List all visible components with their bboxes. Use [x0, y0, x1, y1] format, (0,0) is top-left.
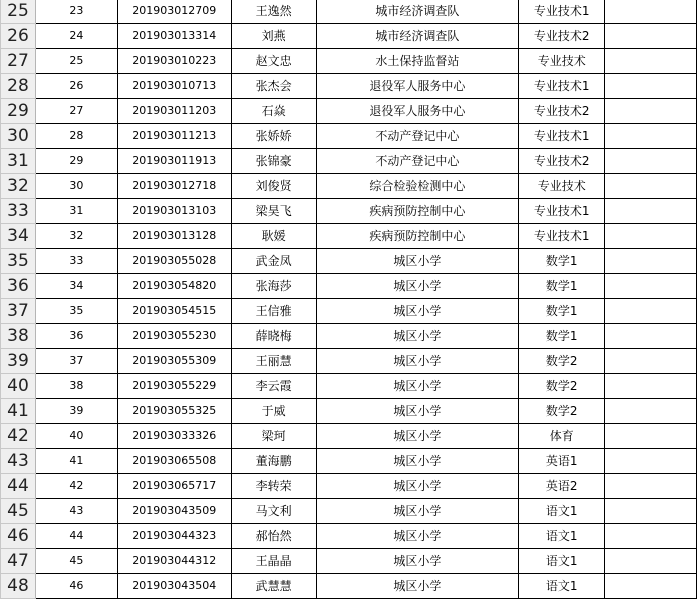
- cell-exam-id[interactable]: 201903011913: [117, 149, 231, 174]
- cell-exam-id[interactable]: 201903065717: [117, 474, 231, 499]
- cell-empty[interactable]: [605, 449, 697, 474]
- cell-empty[interactable]: [605, 299, 697, 324]
- row-header[interactable]: 44: [1, 474, 36, 499]
- cell-unit[interactable]: 城区小学: [316, 324, 519, 349]
- cell-exam-id[interactable]: 201903013128: [117, 224, 231, 249]
- cell-exam-id[interactable]: 201903044323: [117, 524, 231, 549]
- cell-seq[interactable]: 31: [35, 199, 117, 224]
- cell-exam-id[interactable]: 201903010713: [117, 74, 231, 99]
- cell-exam-id[interactable]: 201903033326: [117, 424, 231, 449]
- table-row: [1, 249, 697, 274]
- table-row: [1, 274, 697, 299]
- cell-name[interactable]: 王丽慧: [231, 349, 316, 374]
- cell-seq[interactable]: 44: [35, 524, 117, 549]
- cell-empty[interactable]: [605, 24, 697, 49]
- table-row: [1, 449, 697, 474]
- cell-post[interactable]: 专业技术1: [519, 224, 605, 249]
- cell-post[interactable]: 专业技术1: [519, 0, 605, 24]
- cell-exam-id[interactable]: 201903043509: [117, 499, 231, 524]
- cell-empty[interactable]: [605, 124, 697, 149]
- cell-exam-id[interactable]: 201903012718: [117, 174, 231, 199]
- cell-post[interactable]: 专业技术2: [519, 149, 605, 174]
- cell-unit[interactable]: 水土保持监督站: [316, 49, 519, 74]
- cell-empty[interactable]: [605, 349, 697, 374]
- cell-seq[interactable]: 27: [35, 99, 117, 124]
- cell-name[interactable]: 王逸然: [231, 0, 316, 24]
- row-header[interactable]: 26: [1, 24, 36, 49]
- cell-seq[interactable]: 24: [35, 24, 117, 49]
- table-row: [1, 399, 697, 424]
- cell-unit[interactable]: 综合检验检测中心: [316, 174, 519, 199]
- cell-seq[interactable]: 26: [35, 74, 117, 99]
- cell-post[interactable]: 专业技术1: [519, 74, 605, 99]
- cell-empty[interactable]: [605, 149, 697, 174]
- cell-seq[interactable]: 39: [35, 399, 117, 424]
- cell-seq[interactable]: 43: [35, 499, 117, 524]
- row-header[interactable]: 48: [1, 574, 36, 599]
- cell-seq[interactable]: 37: [35, 349, 117, 374]
- cell-exam-id[interactable]: 201903013103: [117, 199, 231, 224]
- cell-exam-id[interactable]: 201903011213: [117, 124, 231, 149]
- cell-seq[interactable]: 40: [35, 424, 117, 449]
- row-header[interactable]: 41: [1, 399, 36, 424]
- cell-name[interactable]: 于威: [231, 399, 316, 424]
- cell-name[interactable]: 石焱: [231, 99, 316, 124]
- table-row: [1, 199, 697, 224]
- cell-seq[interactable]: 25: [35, 49, 117, 74]
- cell-empty[interactable]: [605, 499, 697, 524]
- table-row: [1, 24, 697, 49]
- cell-unit[interactable]: 城区小学: [316, 574, 519, 599]
- row-header[interactable]: 45: [1, 499, 36, 524]
- cell-exam-id[interactable]: 201903013314: [117, 24, 231, 49]
- cell-seq[interactable]: 36: [35, 324, 117, 349]
- cell-seq[interactable]: 23: [35, 0, 117, 24]
- cell-empty[interactable]: [605, 199, 697, 224]
- cell-unit[interactable]: 城区小学: [316, 299, 519, 324]
- cell-name[interactable]: 梁昊飞: [231, 199, 316, 224]
- cell-name[interactable]: 张锦豪: [231, 149, 316, 174]
- cell-name[interactable]: 赵文忠: [231, 49, 316, 74]
- cell-empty[interactable]: [605, 49, 697, 74]
- cell-post[interactable]: 语文1: [519, 499, 605, 524]
- cell-seq[interactable]: 29: [35, 149, 117, 174]
- cell-post[interactable]: 数学1: [519, 324, 605, 349]
- cell-unit[interactable]: 不动产登记中心: [316, 149, 519, 174]
- row-header[interactable]: 47: [1, 549, 36, 574]
- cell-post[interactable]: 数学1: [519, 249, 605, 274]
- table-row: [1, 349, 697, 374]
- cell-unit[interactable]: 城区小学: [316, 499, 519, 524]
- cell-name[interactable]: 张娇娇: [231, 124, 316, 149]
- cell-empty[interactable]: [605, 474, 697, 499]
- cell-empty[interactable]: [605, 324, 697, 349]
- cell-exam-id[interactable]: 201903012709: [117, 0, 231, 24]
- cell-empty[interactable]: [605, 424, 697, 449]
- cell-name[interactable]: 李云霞: [231, 374, 316, 399]
- cell-post[interactable]: 专业技术2: [519, 99, 605, 124]
- cell-name[interactable]: 郝怡然: [231, 524, 316, 549]
- table-row: [1, 224, 697, 249]
- cell-unit[interactable]: 城区小学: [316, 349, 519, 374]
- row-header[interactable]: 30: [1, 124, 36, 149]
- cell-empty[interactable]: [605, 374, 697, 399]
- cell-exam-id[interactable]: 201903054820: [117, 274, 231, 299]
- row-header[interactable]: 42: [1, 424, 36, 449]
- cell-unit[interactable]: 不动产登记中心: [316, 124, 519, 149]
- cell-unit[interactable]: 城区小学: [316, 474, 519, 499]
- cell-name[interactable]: 董海鹏: [231, 449, 316, 474]
- row-header[interactable]: 36: [1, 274, 36, 299]
- cell-seq[interactable]: 34: [35, 274, 117, 299]
- table-row: [1, 299, 697, 324]
- row-header[interactable]: 39: [1, 349, 36, 374]
- row-header[interactable]: 28: [1, 74, 36, 99]
- cell-unit[interactable]: 退役军人服务中心: [316, 74, 519, 99]
- cell-empty[interactable]: [605, 0, 697, 24]
- cell-seq[interactable]: 38: [35, 374, 117, 399]
- cell-name[interactable]: 李转荣: [231, 474, 316, 499]
- cell-name[interactable]: 马文利: [231, 499, 316, 524]
- cell-unit[interactable]: 疾病预防控制中心: [316, 199, 519, 224]
- cell-name[interactable]: 薛晓梅: [231, 324, 316, 349]
- table-row: [1, 499, 697, 524]
- table-row: [1, 374, 697, 399]
- table-row: [1, 474, 697, 499]
- cell-unit[interactable]: 城区小学: [316, 399, 519, 424]
- cell-post[interactable]: 专业技术: [519, 174, 605, 199]
- cell-unit[interactable]: 城区小学: [316, 524, 519, 549]
- cell-post[interactable]: 数学2: [519, 374, 605, 399]
- cell-post[interactable]: 数学1: [519, 299, 605, 324]
- cell-name[interactable]: 武金凤: [231, 249, 316, 274]
- cell-unit[interactable]: 城区小学: [316, 374, 519, 399]
- row-header[interactable]: 35: [1, 249, 36, 274]
- table-row: [1, 99, 697, 124]
- cell-name[interactable]: 王晶晶: [231, 549, 316, 574]
- cell-post[interactable]: 专业技术: [519, 49, 605, 74]
- row-header[interactable]: 33: [1, 199, 36, 224]
- cell-unit[interactable]: 城区小学: [316, 449, 519, 474]
- row-header[interactable]: 34: [1, 224, 36, 249]
- cell-seq[interactable]: 35: [35, 299, 117, 324]
- table-row: [1, 424, 697, 449]
- cell-exam-id[interactable]: 201903055229: [117, 374, 231, 399]
- cell-seq[interactable]: 42: [35, 474, 117, 499]
- row-header[interactable]: 43: [1, 449, 36, 474]
- cell-name[interactable]: 王信雅: [231, 299, 316, 324]
- table-row: [1, 324, 697, 349]
- cell-exam-id[interactable]: 201903055325: [117, 399, 231, 424]
- cell-exam-id[interactable]: 201903065508: [117, 449, 231, 474]
- cell-seq[interactable]: 32: [35, 224, 117, 249]
- row-header[interactable]: 37: [1, 299, 36, 324]
- cell-exam-id[interactable]: 201903055230: [117, 324, 231, 349]
- table-row: [1, 574, 697, 599]
- cell-empty[interactable]: [605, 74, 697, 99]
- cell-post[interactable]: 英语1: [519, 449, 605, 474]
- table-row: [1, 549, 697, 574]
- cell-unit[interactable]: 城区小学: [316, 274, 519, 299]
- cell-post[interactable]: 英语2: [519, 474, 605, 499]
- cell-seq[interactable]: 30: [35, 174, 117, 199]
- cell-empty[interactable]: [605, 274, 697, 299]
- cell-unit[interactable]: 城区小学: [316, 249, 519, 274]
- cell-empty[interactable]: [605, 99, 697, 124]
- table-row: [1, 124, 697, 149]
- cell-exam-id[interactable]: 201903054515: [117, 299, 231, 324]
- cell-empty[interactable]: [605, 224, 697, 249]
- cell-name[interactable]: 张海莎: [231, 274, 316, 299]
- cell-name[interactable]: 耿媛: [231, 224, 316, 249]
- row-header[interactable]: 32: [1, 174, 36, 199]
- cell-unit[interactable]: 城区小学: [316, 424, 519, 449]
- cell-post[interactable]: 专业技术2: [519, 24, 605, 49]
- cell-name[interactable]: 张杰会: [231, 74, 316, 99]
- cell-post[interactable]: 语文1: [519, 549, 605, 574]
- row-header[interactable]: 38: [1, 324, 36, 349]
- cell-post[interactable]: 体育: [519, 424, 605, 449]
- cell-post[interactable]: 语文1: [519, 574, 605, 599]
- row-header[interactable]: 27: [1, 49, 36, 74]
- row-header[interactable]: 29: [1, 99, 36, 124]
- cell-post[interactable]: 专业技术1: [519, 199, 605, 224]
- cell-unit[interactable]: 城区小学: [316, 549, 519, 574]
- cell-seq[interactable]: 33: [35, 249, 117, 274]
- cell-seq[interactable]: 46: [35, 574, 117, 599]
- cell-name[interactable]: 刘俊贤: [231, 174, 316, 199]
- cell-seq[interactable]: 41: [35, 449, 117, 474]
- cell-empty[interactable]: [605, 574, 697, 599]
- cell-post[interactable]: 数学1: [519, 274, 605, 299]
- cell-empty[interactable]: [605, 524, 697, 549]
- cell-post[interactable]: 数学2: [519, 349, 605, 374]
- cell-exam-id[interactable]: 201903055309: [117, 349, 231, 374]
- table-row: [1, 74, 697, 99]
- cell-unit[interactable]: 城市经济调查队: [316, 24, 519, 49]
- cell-name[interactable]: 武慧慧: [231, 574, 316, 599]
- table-row: [1, 0, 697, 24]
- cell-empty[interactable]: [605, 174, 697, 199]
- cell-seq[interactable]: 28: [35, 124, 117, 149]
- cell-exam-id[interactable]: 201903011203: [117, 99, 231, 124]
- table-row: [1, 174, 697, 199]
- cell-unit[interactable]: 疾病预防控制中心: [316, 224, 519, 249]
- cell-post[interactable]: 专业技术1: [519, 124, 605, 149]
- cell-seq[interactable]: 45: [35, 549, 117, 574]
- row-header[interactable]: 31: [1, 149, 36, 174]
- table-row: [1, 49, 697, 74]
- cell-name[interactable]: 刘燕: [231, 24, 316, 49]
- row-header[interactable]: 25: [1, 0, 36, 24]
- cell-empty[interactable]: [605, 399, 697, 424]
- cell-post[interactable]: 数学2: [519, 399, 605, 424]
- cell-empty[interactable]: [605, 549, 697, 574]
- cell-exam-id[interactable]: 201903043504: [117, 574, 231, 599]
- table-row: [1, 524, 697, 549]
- table-row: [1, 149, 697, 174]
- cell-empty[interactable]: [605, 249, 697, 274]
- cell-name[interactable]: 梁珂: [231, 424, 316, 449]
- cell-exam-id[interactable]: 201903010223: [117, 49, 231, 74]
- row-header[interactable]: 46: [1, 524, 36, 549]
- cell-post[interactable]: 语文1: [519, 524, 605, 549]
- cell-unit[interactable]: 城市经济调查队: [316, 0, 519, 24]
- cell-exam-id[interactable]: 201903055028: [117, 249, 231, 274]
- cell-unit[interactable]: 退役军人服务中心: [316, 99, 519, 124]
- grid-body: [1, 0, 697, 599]
- row-header[interactable]: 40: [1, 374, 36, 399]
- cell-exam-id[interactable]: 201903044312: [117, 549, 231, 574]
